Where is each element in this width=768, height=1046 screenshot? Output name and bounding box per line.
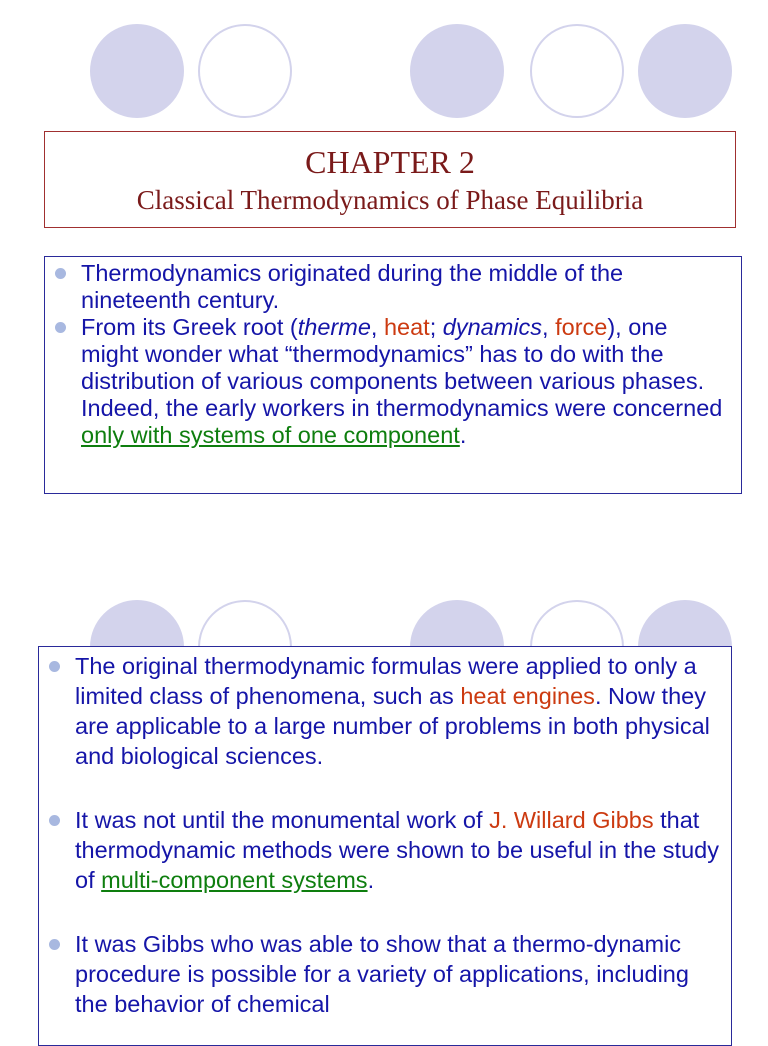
bullet-icon [49,815,60,826]
greek-term: therme [297,314,371,340]
decor-circle [530,24,624,118]
chapter-title: CHAPTER 2 [305,144,475,180]
bullet-item: It was Gibbs who was able to show that a thermo-dynamic procedure is possible for a variety of applications, including the behavior of chemical [75,929,721,1019]
bullet-icon [49,661,60,672]
bullet-icon [55,268,66,279]
highlight-green-link: only with systems of one component [81,422,460,448]
bullet-icon [49,939,60,950]
decor-circle [90,24,184,118]
greek-term: dynamics [442,314,543,340]
highlight-green-link: multi-component systems [101,867,368,893]
highlight-red: force [555,314,608,340]
decor-circle [638,24,732,118]
highlight-red: heat [383,314,430,340]
bullet-item: It was not until the monumental work of J. Willard Gibbs that thermodynamic methods were shown to be useful in the study of multi-component systems. [75,805,721,895]
slide1-content-box [44,256,742,494]
bullet-icon [55,322,66,333]
highlight-red: J. Willard Gibbs [489,807,654,833]
bullet-item: Thermodynamics originated during the middle of the nineteenth century. [81,260,731,314]
title-box [44,131,736,228]
slide2-content-box [38,646,732,1046]
decor-circle [198,24,292,118]
chapter-subtitle: Classical Thermodynamics of Phase Equilibria [136,185,644,215]
highlight-red: heat engines [460,683,595,709]
bullet-item: From its Greek root (therme, heat; dynamics, force), one might wonder what “thermodynamics” has to do with the distribution of various components between various phases. Indeed, the early workers in thermodynamics were concerned only with systems of one component. [81,314,731,449]
decor-circle [410,24,504,118]
bullet-item: The original thermodynamic formulas were applied to only a limited class of phenomena, such as heat engines. Now they are applicable to a large number of problems in both physical and biological sciences. [75,651,721,771]
